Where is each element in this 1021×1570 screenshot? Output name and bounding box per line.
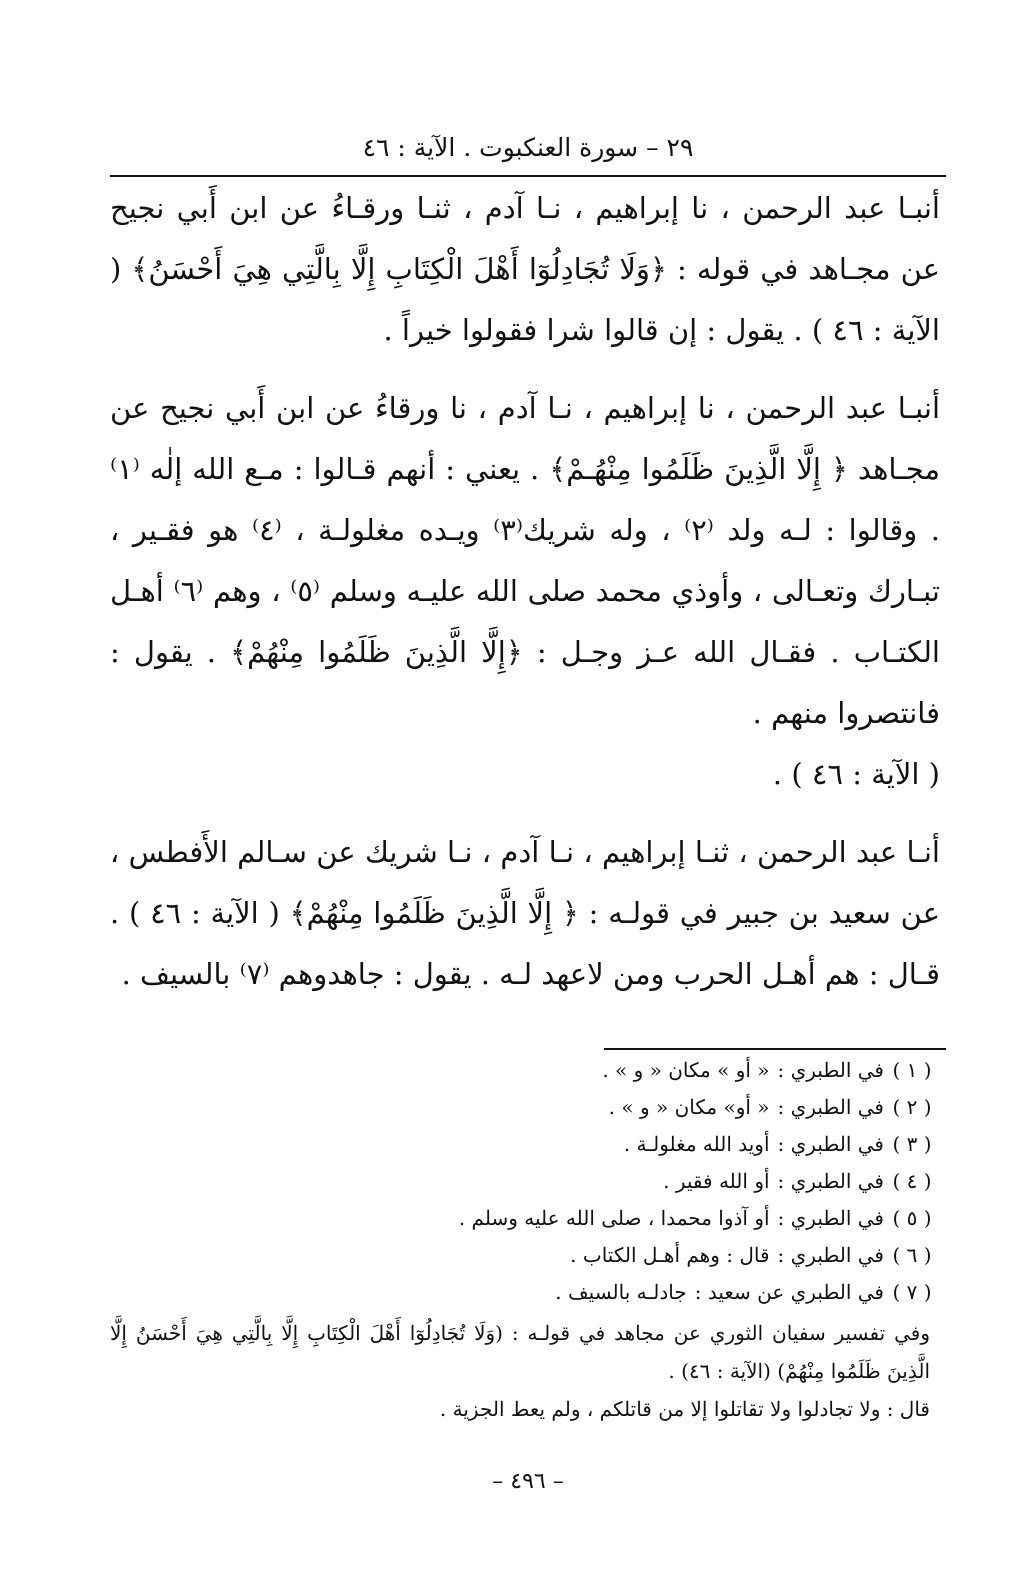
paragraph-2 [110,378,940,805]
footnote-number: ( ٧ ) [892,1280,932,1304]
footnote-source: في الطبري : [777,1243,884,1267]
paragraph-1: أنبـا عبد الرحمن ، نا إبراهيم ، نـا آدم ، ثنـا ورقـاءُ عن ابن أَبي نجيح عن مجـاهد في قوله : ﴿وَلَا تُجَادِلُوٓا أَهْلَ الْكِتَابِ إِلَّا بِالَّتِي هِيَ أَحْسَنُ﴾ ( الآية : ٤٦ ) . يقول : إن قالوا شرا فقولوا خيراً . [110,191,940,347]
footnote-7 [110,1274,940,1311]
footnote-text: قال : وهم أهـل الكتاب . [570,1243,770,1267]
footnote-source: في الطبري : [777,1206,884,1230]
footnote-4 [110,1163,940,1200]
footnote-text: « أو » مكان « و » . [602,1058,770,1082]
footnote-source: في الطبري عن سعيد : [694,1280,884,1304]
main-text [110,178,940,1005]
footnote-rule [604,1048,946,1050]
footnote-text: « أو» مكان « و » . [608,1095,770,1119]
footnote-3 [110,1126,940,1163]
footnote-6 [110,1237,940,1274]
footnote-source: في الطبري : [777,1169,884,1193]
footnote-number: ( ٥ ) [892,1206,932,1230]
footnote-5 [110,1200,940,1237]
paragraph-3: أنـا عبد الرحمن ، ثنـا إبراهيم ، نـا آدم ، نـا شريك عن سـالم الأَفطس ، عن سعيد بن جبير في قولـه : ﴿ إِلَّا الَّذِينَ ظَلَمُوا مِنْهُمْ﴾ ( الآية : ٤٦ ) . قـال : هم أهـل الحرب ومن لاعهد لـه . يقول : جاهدوهم ⁽٧⁾ بالسيف . [110,835,940,991]
footnote-text: أو آذوا محمدا ، صلى الله عليه وسلم . [458,1206,770,1230]
footnote-text: أو الله فقير . [663,1169,770,1193]
tafsir-note-line-1: وفي تفسير سفيان الثوري عن مجاهد في قولـه : (وَلَا تُجَادِلُوٓا أَهْلَ الْكِتَابِ إِلَّا بِالَّتِي هِيَ أَحْسَنُ إِلَّا الَّذِينَ ظَلَمُوا مِنْهُمْ) (الآية : ٤٦) . [110,1321,930,1383]
tafsir-note [110,1314,930,1428]
running-header: ٢٩ – سورة العنكبوت . الآية : ٤٦ [362,133,694,162]
page-number: – ٤٩٦ – [492,1469,564,1494]
footnote-source: في الطبري : [777,1058,884,1082]
footnote-number: ( ٢ ) [892,1095,932,1119]
footnote-1 [110,1052,940,1089]
footnotes [110,1052,940,1311]
footnote-text: جادلـه بالسيف . [555,1280,687,1304]
header-rule [110,175,946,177]
tafsir-note-line-2: قال : ولا تجادلوا ولا تقاتلوا إلا من قاتلكم ، ولم يعط الجزية . [439,1397,930,1421]
footnote-source: في الطبري : [777,1095,884,1119]
footnote-number: ( ٤ ) [892,1169,932,1193]
footnote-2 [110,1089,940,1126]
footnote-text: أويد الله مغلولـة . [623,1132,770,1156]
paragraph-2-verse-ref: ( الآية : ٤٦ ) . [772,757,940,791]
footnote-number: ( ٣ ) [892,1132,932,1156]
footnote-number: ( ١ ) [892,1058,932,1082]
paragraph-2-text: أنبـا عبد الرحمن ، نا إبراهيم ، نـا آدم ، نا ورقاءُ عن ابن أَبي نجيح عن مجـاهد ﴿ إِلَّا الَّذِينَ ظَلَمُوا مِنْهُـمْ﴾ . يعني : أنهم قـالوا : مـع الله إلٰه ⁽١⁾ . وقالوا : لـه ولد ⁽٢⁾ ، وله شريك⁽٣⁾ ويـده مغلولـة ، ⁽٤⁾ هو فقـير ، تبـارك وتعـالى ، وأوذي محمد صلى الله عليـه وسلم ⁽٥⁾ ، وهم ⁽٦⁾ أهـل الكتـاب . فقـال الله عـز وجـل : ﴿إِلَّا الَّذِينَ ظَلَمُوا مِنْهُمْ﴾ . يقول : فانتصروا منهم . [110,391,941,730]
footnote-source: في الطبري : [777,1132,884,1156]
footnote-number: ( ٦ ) [892,1243,932,1267]
